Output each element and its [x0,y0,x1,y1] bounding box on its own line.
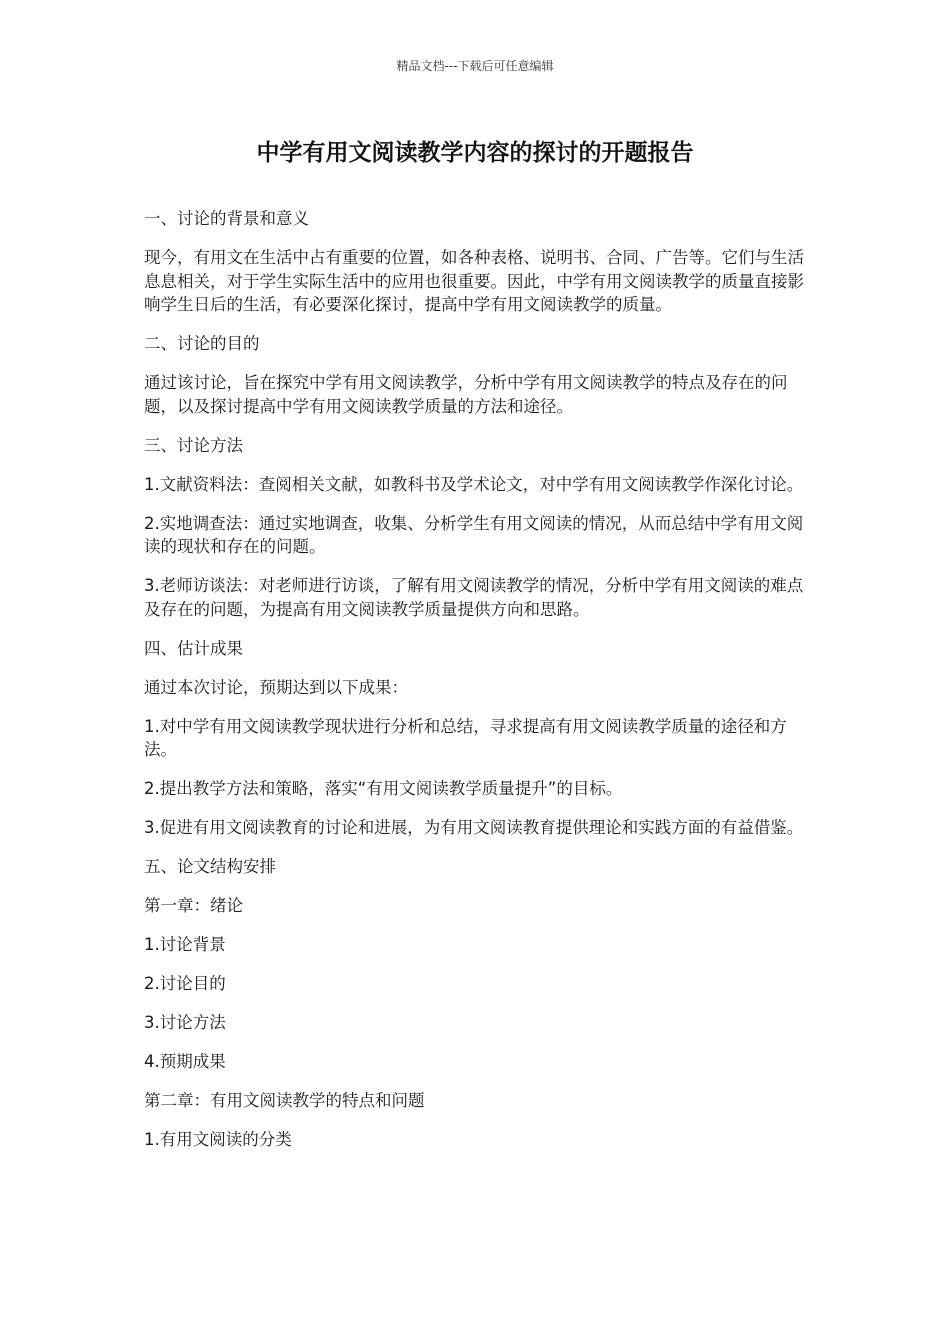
paragraph-background: 现今，有用文在生活中占有重要的位置，如各种表格、说明书、合同、广告等。它们与生活息息相关，对于学生实际生活中的应用也很重要。因此，中学有用文阅读教学的质量直接影响学生日后的生活，有必要深化探讨，提高中学有用文阅读教学的质量。 [144,248,804,314]
method-item-literature: 1.文献资料法：查阅相关文献，如教科书及学术论文，对中学有用文阅读教学作深化讨论。 [144,474,804,494]
section-heading-purpose: 二、讨论的目的 [144,334,260,353]
chapter-1-item-4: 4.预期成果 [144,1052,226,1071]
result-item-1: 1.对中学有用文阅读教学现状进行分析和总结，寻求提高有用文阅读教学质量的途径和方法。 [144,716,787,759]
section-heading-expected-results: 四、估计成果 [144,638,243,658]
chapter-1-item-2: 2.讨论目的 [144,974,226,993]
method-item-teacher-interview: 3.老师访谈法：对老师进行访谈，了解有用文阅读教学的情况，分析中学有用文阅读的难点及存在的问题，为提高有用文阅读教学质量提供方向和思路。 [144,576,804,619]
paragraph-purpose: 通过该讨论，旨在探究中学有用文阅读教学，分析中学有用文阅读教学的特点及存在的问题，以及探讨提高中学有用文阅读教学质量的方法和途径。 [144,373,788,416]
chapter-2-heading: 第二章：有用文阅读教学的特点和问题 [144,1091,425,1110]
section-heading-structure: 五、论文结构安排 [144,857,276,876]
result-item-2: 2.提出教学方法和策略，落实“有用文阅读教学质量提升”的目标。 [144,779,623,798]
chapter-1-heading: 第一章：绪论 [144,896,243,915]
paragraph-expected-intro: 通过本次讨论，预期达到以下成果： [144,677,408,697]
document-title: 中学有用文阅读教学内容的探讨的开题报告 [256,140,694,166]
method-item-field-survey: 2.实地调查法：通过实地调查，收集、分析学生有用文阅读的情况，从而总结中学有用文阅读的现状和存在的问题。 [144,513,804,556]
document-body [144,207,814,1167]
chapter-2-item-1: 1.有用文阅读的分类 [144,1130,292,1149]
chapter-1-item-1: 1.讨论背景 [144,935,226,954]
section-heading-methods: 三、讨论方法 [144,435,243,455]
result-item-3: 3.促进有用文阅读教育的讨论和进展，为有用文阅读教育提供理论和实践方面的有益借鉴。 [144,818,804,837]
chapter-1-item-3: 3.讨论方法 [144,1013,226,1032]
header-note: 精品文档---下载后可任意编辑 [396,59,554,73]
section-heading-background: 一、讨论的背景和意义 [144,209,309,228]
